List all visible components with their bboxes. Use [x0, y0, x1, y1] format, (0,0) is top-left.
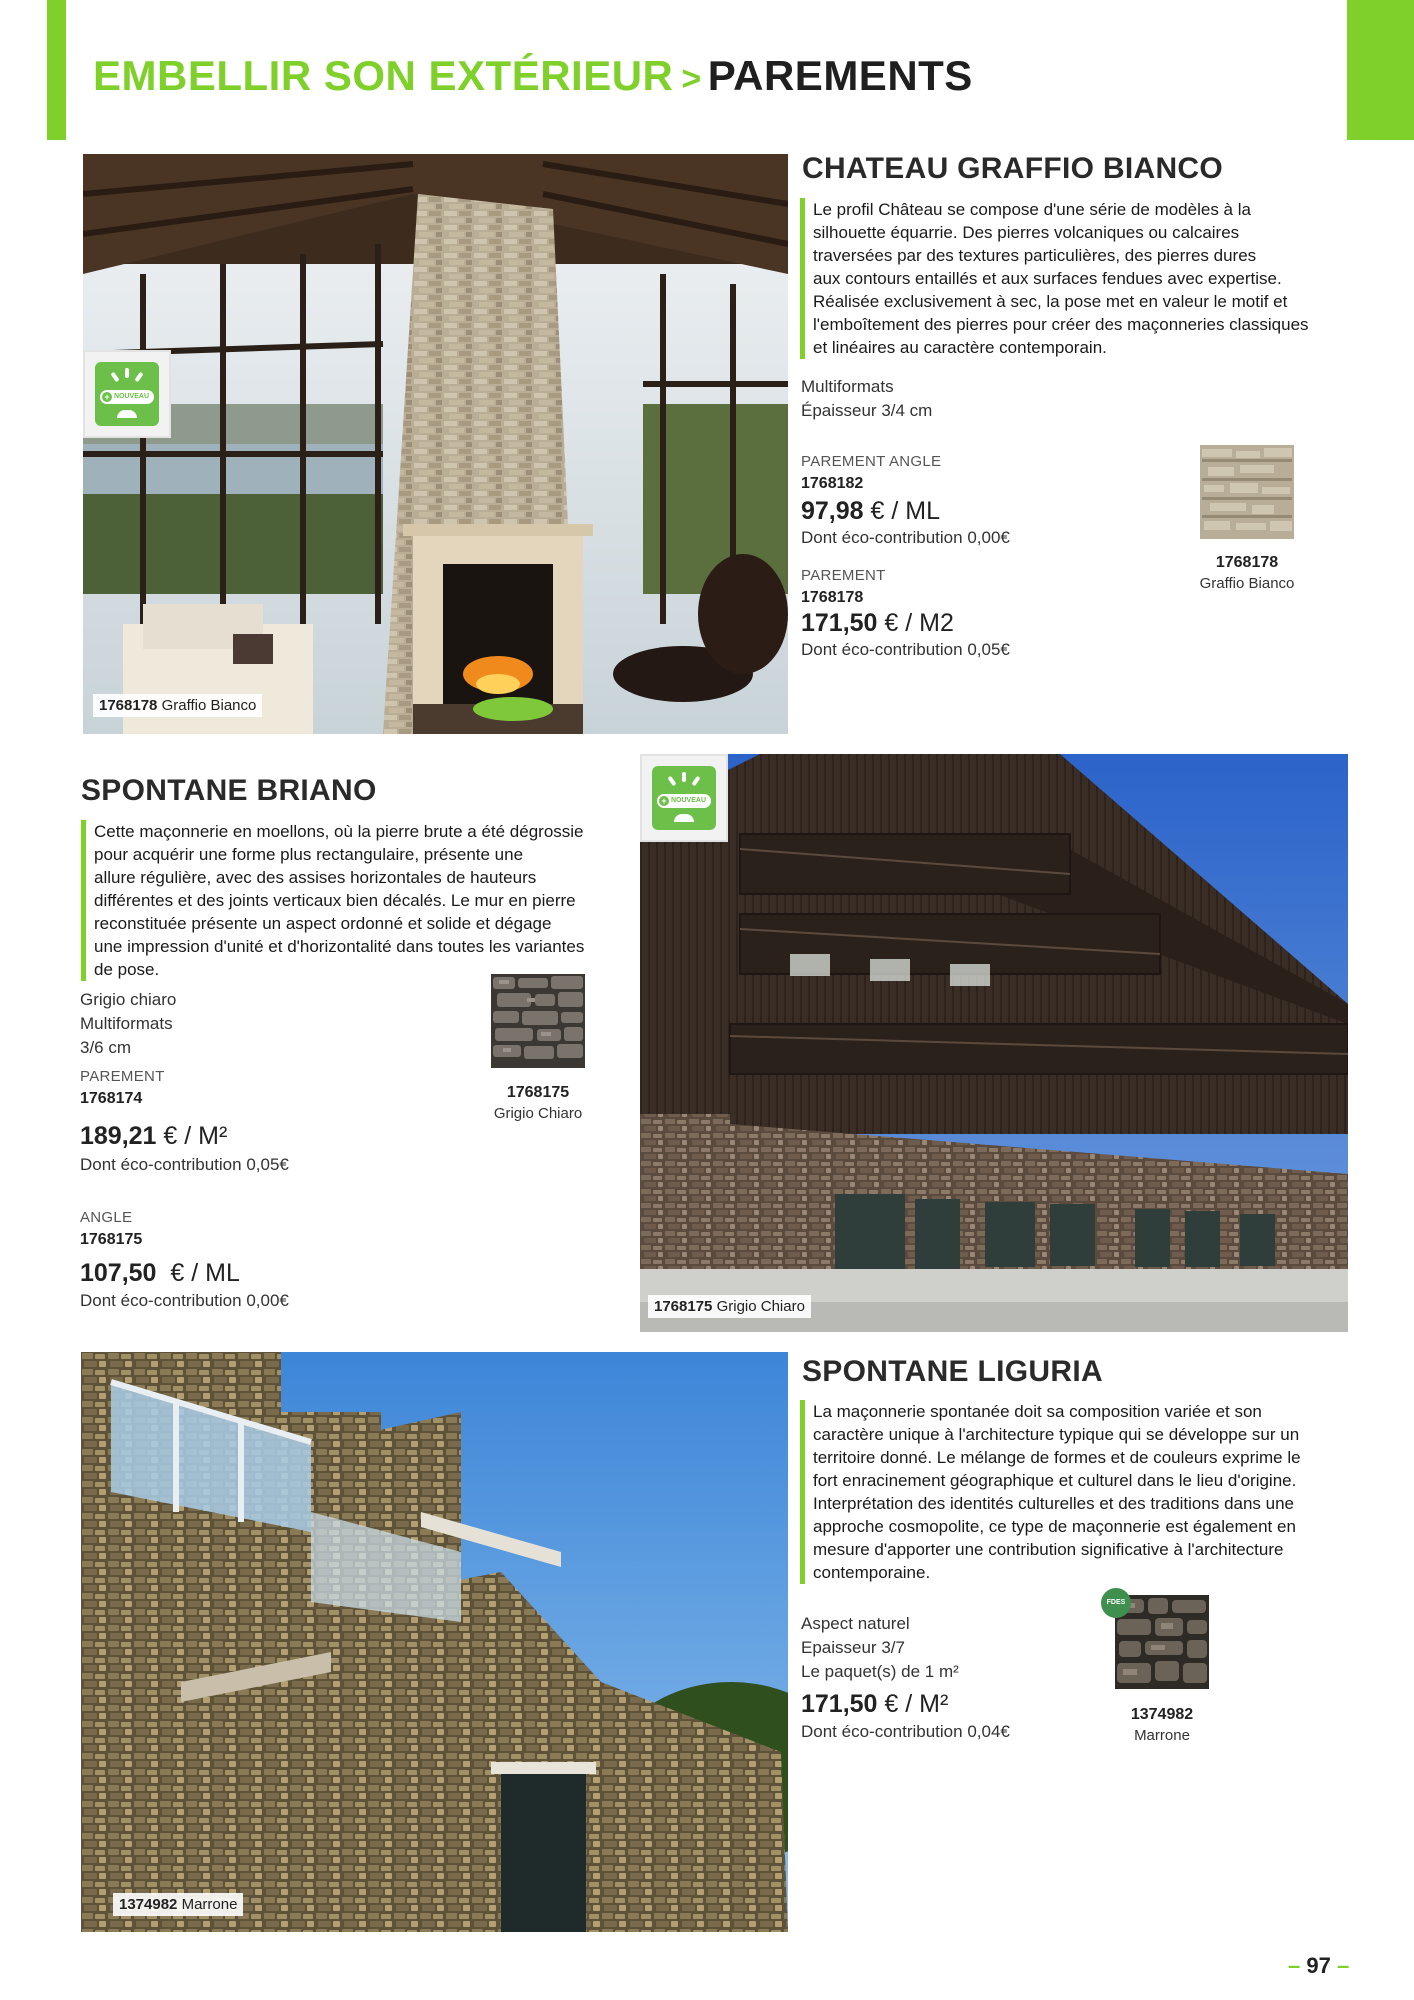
spec-format: Multiformats — [80, 1014, 173, 1033]
photo-caption-name: Grigio Chiaro — [716, 1298, 805, 1315]
description-line: Le profil Château se compose d'une série de modèles à la — [813, 200, 1251, 219]
page-number-value: 97 — [1306, 1953, 1331, 1978]
description-line: reconstituée présente un aspect ordonné et solide et dégage — [94, 914, 552, 933]
offer-price — [80, 1259, 240, 1288]
spec-aspect: Aspect naturel — [801, 1614, 910, 1633]
description-line: allure régulière, avec des assises horizontales de hauteurs — [94, 868, 537, 887]
spec-thickness: Epaisseur 3/7 — [801, 1638, 905, 1657]
header-category: EMBELLIR SON EXTÉRIEUR — [93, 52, 674, 99]
price-value: 189,21 — [80, 1122, 157, 1150]
description-line: et linéaires au caractère contemporain. — [813, 338, 1107, 357]
offer-price — [801, 497, 940, 526]
description-line: différentes et des joints verticaux bien décalés. Le mur en pierre — [94, 891, 576, 910]
photo-caption-name: Graffio Bianco — [161, 697, 257, 714]
description-line: La maçonnerie spontanée doit sa composition variée et son — [813, 1402, 1262, 1421]
price-value: 171,50 — [801, 609, 878, 637]
product-title-liguria: SPONTANE LIGURIA — [802, 1355, 1103, 1388]
header-accent-bar-left — [47, 0, 66, 140]
price-unit: € / ML — [170, 1259, 240, 1287]
swatch-name: Grigio Chiaro — [493, 1105, 583, 1122]
new-badge-label: NOUVEAU — [114, 393, 150, 400]
product-title-chateau: CHATEAU GRAFFIO BIANCO — [802, 152, 1224, 185]
plus-icon: + — [659, 796, 669, 806]
description-line: caractère unique à l'architecture typique qui se développe sur un — [813, 1425, 1300, 1444]
photo-chateau-graffio-bianco — [83, 154, 788, 734]
description-line: traversées par des textures particulières, des pierres dures — [813, 246, 1257, 265]
plus-icon: + — [102, 392, 112, 402]
offer-label: PAREMENT ANGLE — [801, 453, 942, 470]
description-line: contemporaine. — [813, 1563, 931, 1582]
offer-ref: 1768178 — [801, 589, 864, 606]
spec-format: Multiformats — [801, 377, 894, 396]
photo-caption-grigio — [648, 1295, 811, 1318]
product-description-briano — [81, 820, 626, 981]
new-badge-label: NOUVEAU — [671, 797, 707, 804]
offer-eco: Dont éco-contribution 0,04€ — [801, 1722, 1010, 1741]
description-line: mesure d'apporter une contribution significative à l'architecture — [813, 1540, 1284, 1559]
fdes-icon: FDES — [1101, 1588, 1131, 1618]
new-badge-1 — [83, 350, 171, 438]
photo-caption-marrone — [113, 1893, 243, 1916]
price-unit: € / M² — [884, 1690, 949, 1718]
photo-spontane-briano — [640, 754, 1348, 1332]
photo-caption-graffio — [93, 694, 262, 717]
description-line: pour acquérir une forme plus rectangulaire, présente une — [94, 845, 524, 864]
offer-price — [801, 609, 954, 638]
product-description-chateau — [800, 198, 1360, 359]
price-unit: € / ML — [870, 497, 940, 525]
header-accent-bar-right — [1347, 0, 1414, 140]
swatch-ref: 1768175 — [506, 1084, 570, 1101]
offer-ref: 1768174 — [80, 1090, 143, 1107]
product-title-briano: SPONTANE BRIANO — [81, 774, 377, 807]
price-value: 97,98 — [801, 497, 864, 525]
page-number: – 97 – — [1288, 1953, 1350, 1978]
description-line: de pose. — [94, 960, 160, 979]
offer-label: ANGLE — [80, 1209, 133, 1226]
offer-eco: Dont éco-contribution 0,05€ — [801, 640, 1010, 659]
new-badge-2 — [640, 754, 728, 842]
product-description-liguria — [800, 1400, 1360, 1584]
offer-price — [801, 1690, 948, 1719]
description-line: silhouette équarrie. Des pierres volcaniques ou calcaires — [813, 223, 1240, 242]
offer-eco: Dont éco-contribution 0,00€ — [801, 528, 1010, 547]
photo-caption-name: Marrone — [181, 1896, 238, 1913]
swatch-ref: 1768178 — [1215, 554, 1279, 571]
spec-package: Le paquet(s) de 1 m² — [801, 1662, 959, 1681]
spec-thickness: Épaisseur 3/4 cm — [801, 401, 933, 420]
description-line: approche cosmopolite, ce type de maçonnerie est également en — [813, 1517, 1296, 1536]
offer-eco: Dont éco-contribution 0,05€ — [80, 1155, 289, 1174]
photo-caption-ref: 1768178 — [99, 697, 158, 714]
description-line: fort enracinement géographique et culturel dans le lieu d'origine. — [813, 1471, 1297, 1490]
offer-label: PAREMENT — [80, 1068, 165, 1085]
description-line: aux contours entaillés et aux surfaces fendues avec expertise. — [813, 269, 1282, 288]
price-value: 107,50 — [80, 1259, 157, 1287]
swatch-grigio-chiaro — [491, 974, 585, 1068]
description-line: territoire donné. Le mélange de formes et de couleurs exprime le — [813, 1448, 1301, 1467]
photo-caption-ref: 1374982 — [119, 1896, 178, 1913]
description-line: Interprétation des identités culturelles et des traditions dans une — [813, 1494, 1295, 1513]
spec-thickness: 3/6 cm — [80, 1038, 132, 1057]
swatch-name: Marrone — [1134, 1727, 1190, 1744]
photo-caption-ref: 1768175 — [654, 1298, 713, 1315]
description-line: l'emboîtement des pierres pour créer des maçonneries classiques — [813, 315, 1309, 334]
description-line: Cette maçonnerie en moellons, où la pierre brute a été dégrossie — [94, 822, 584, 841]
swatch-graffio-bianco — [1200, 445, 1294, 539]
swatch-ref: 1374982 — [1130, 1706, 1194, 1723]
price-value: 171,50 — [801, 1690, 878, 1718]
header-separator: > — [681, 60, 702, 98]
description-line: Réalisée exclusivement à sec, la pose met en valeur le motif et — [813, 292, 1288, 311]
offer-price — [80, 1122, 227, 1151]
swatch-name: Graffio Bianco — [1199, 575, 1295, 592]
page-header — [93, 52, 973, 100]
header-section: PAREMENTS — [707, 52, 973, 99]
offer-ref: 1768175 — [80, 1231, 143, 1248]
offer-eco: Dont éco-contribution 0,00€ — [80, 1291, 289, 1310]
description-line: une impression d'unité et d'horizontalité dans toutes les variantes — [94, 937, 585, 956]
offer-label: PAREMENT — [801, 567, 886, 584]
price-unit: € / M2 — [884, 609, 954, 637]
spec-color: Grigio chiaro — [80, 990, 177, 1009]
photo-spontane-liguria — [81, 1352, 788, 1932]
offer-ref: 1768182 — [801, 475, 864, 492]
price-unit: € / M² — [163, 1122, 228, 1150]
